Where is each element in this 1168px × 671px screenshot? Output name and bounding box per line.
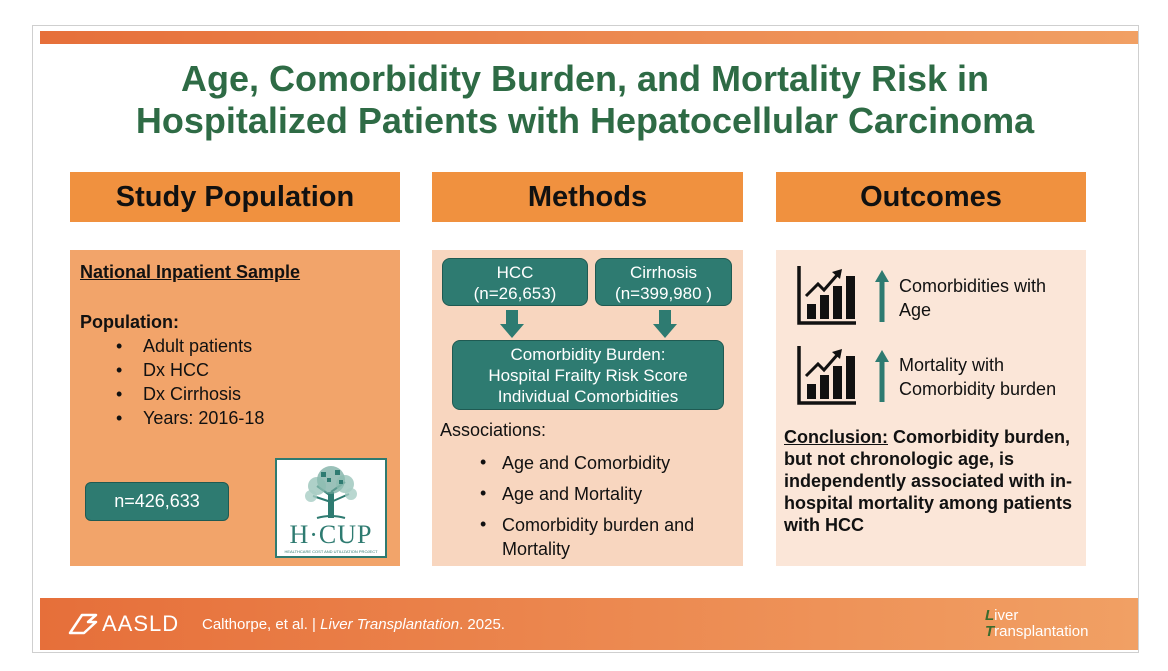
associations-list bbox=[480, 447, 732, 561]
study-population-header: Study Population bbox=[70, 172, 400, 222]
list-item: • Comorbidity burden and Mortality bbox=[480, 514, 695, 559]
aasld-logo-icon bbox=[68, 613, 98, 635]
outcome-item-1: Comorbidities with Age bbox=[899, 276, 1047, 320]
down-arrow-icon bbox=[653, 310, 677, 338]
slide-title bbox=[40, 58, 1130, 142]
outcomes-header: Outcomes bbox=[776, 172, 1086, 222]
hcc-label: HCC bbox=[496, 263, 534, 282]
aasld-logo-text: AASLD bbox=[102, 611, 180, 636]
study-population-panel bbox=[70, 250, 400, 566]
list-item: • Age and Comorbidity bbox=[480, 452, 671, 473]
hcup-logo-subtext: HEALTHCARE COST AND UTILIZATION PROJECT bbox=[284, 549, 378, 554]
methods-panel bbox=[432, 250, 743, 566]
hcc-count: (n=26,653) bbox=[473, 284, 557, 303]
methods-header: Methods bbox=[432, 172, 743, 222]
outcomes-panel bbox=[776, 250, 1086, 566]
cirrhosis-count: (n=399,980 ) bbox=[615, 284, 712, 303]
list-item: • Years: 2016-18 bbox=[116, 408, 265, 428]
up-arrow-icon bbox=[875, 270, 889, 322]
burden-line-2: Hospital Frailty Risk Score bbox=[488, 366, 688, 385]
up-arrow-icon bbox=[875, 350, 889, 402]
cirrhosis-cohort-box bbox=[595, 258, 732, 306]
title-line-2: Hospitalized Patients with Hepatocellular Carcinoma bbox=[135, 100, 1035, 141]
hcup-logo-text: H·CUP bbox=[289, 520, 373, 549]
top-accent-bar bbox=[40, 31, 1138, 44]
hcup-logo bbox=[275, 458, 387, 558]
comorbidity-burden-box bbox=[452, 340, 724, 410]
outcome-item-2: Mortality with Comorbidity burden bbox=[899, 355, 1057, 399]
tree-icon bbox=[277, 462, 385, 522]
bar-chart-growth-icon bbox=[796, 264, 858, 326]
population-label: Population: bbox=[80, 312, 179, 332]
bar-chart-growth-icon bbox=[796, 344, 858, 406]
footer-bar bbox=[40, 598, 1138, 650]
burden-line-1: Comorbidity Burden: bbox=[510, 345, 666, 364]
conclusion-label: Conclusion: bbox=[784, 427, 888, 447]
burden-line-3: Individual Comorbidities bbox=[497, 387, 679, 406]
data-source-title: National Inpatient Sample bbox=[80, 262, 301, 282]
sample-size-box: n=426,633 bbox=[85, 482, 229, 521]
list-item: • Age and Mortality bbox=[480, 483, 643, 504]
conclusion-text: Conclusion: Comorbidity burden, but not chronologic age, is independently associated with in-hospital mortality among patients with HCC bbox=[784, 427, 1073, 535]
cirrhosis-label: Cirrhosis bbox=[629, 263, 698, 282]
list-item: • Dx Cirrhosis bbox=[116, 384, 242, 404]
down-arrow-icon bbox=[500, 310, 524, 338]
list-item: • Dx HCC bbox=[116, 360, 209, 380]
list-item: • Adult patients bbox=[116, 336, 253, 356]
citation: Calthorpe, et al. | Liver Transplantation. 2025. bbox=[202, 616, 505, 633]
associations-label: Associations: bbox=[440, 420, 547, 440]
journal-logo: Liver Transplantation bbox=[985, 607, 1089, 640]
population-list bbox=[116, 334, 264, 430]
title-line-1: Age, Comorbidity Burden, and Mortality Risk in bbox=[180, 58, 990, 99]
hcc-cohort-box bbox=[442, 258, 588, 306]
